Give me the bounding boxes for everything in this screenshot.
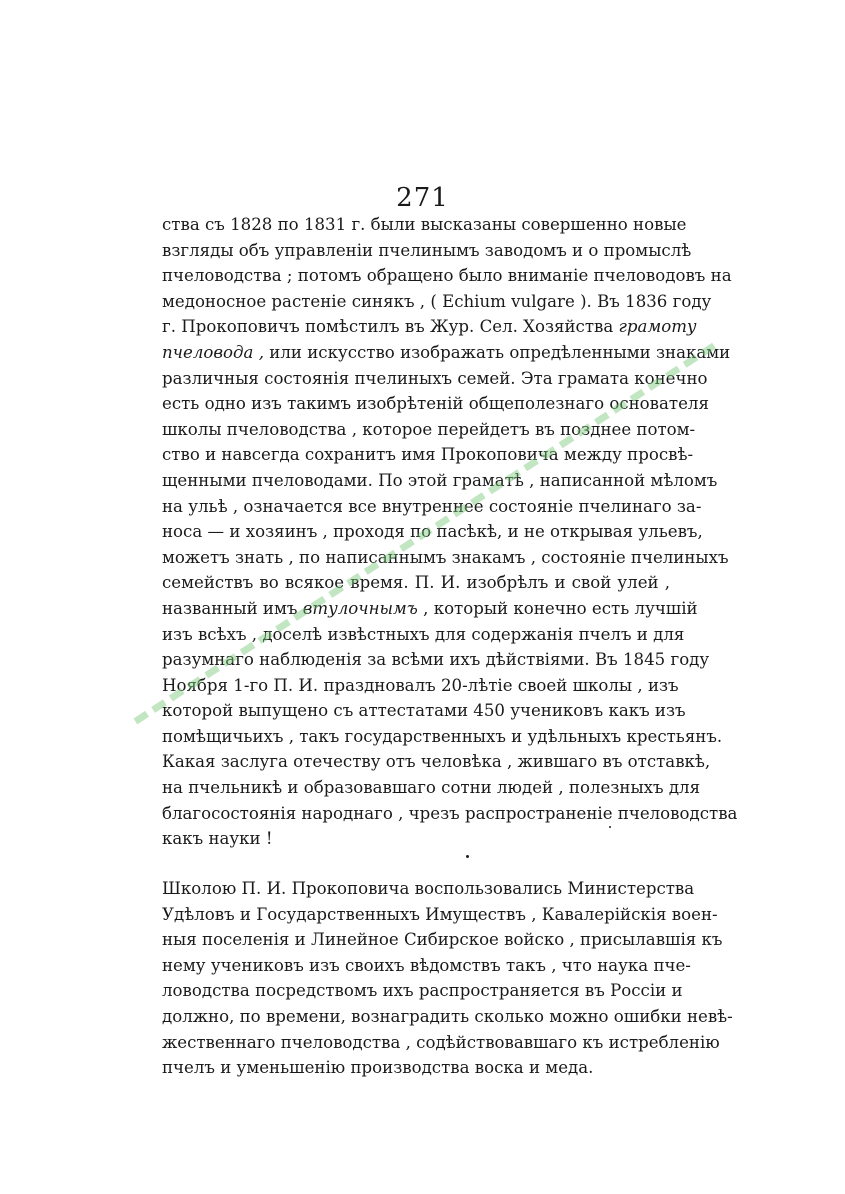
text-line: помѣщичьихъ , такъ государственныхъ и удѣльныхъ крестьянъ. [162, 726, 723, 746]
text-line: Школою П. И. Прокоповича воспользовались Министерства [162, 879, 695, 898]
text-line: Ноября 1-го П. И. праздновалъ 20-лѣтіе своей школы , изъ [162, 675, 679, 695]
text-line: Какая заслуга отечеству отъ человѣка , жившаго въ отставкѣ, [162, 752, 711, 772]
text-line: должно, по времени, вознаградить сколько можно ошибки невѣ- [162, 1006, 733, 1026]
text-line: изъ всѣхъ , доселѣ извѣстныхъ для содержанія пчелъ и для [162, 624, 685, 644]
text-line: нему учениковъ изъ своихъ вѣдомствъ такъ , что наука пче- [162, 955, 691, 975]
text-line: разумнаго наблюденія за всѣми ихъ дѣйствіями. Въ 1845 году [162, 650, 710, 670]
text-line: на пчельникѣ и образовавшаго сотни людей , полезныхъ для [162, 778, 701, 798]
ink-speck [609, 826, 611, 828]
paragraph-2 [162, 876, 733, 1081]
text-line: щенными пчеловодами. По этой граматѣ , написанной мѣломъ [162, 470, 718, 490]
text-line: которой выпущено съ аттестатами 450 учениковъ какъ изъ [162, 701, 686, 721]
text-line: медоносное растеніе синякъ , ( Echium vulgare ). Въ 1836 году [162, 291, 712, 311]
text-line: ства съ 1828 по 1831 г. были высказаны совершенно новые [162, 215, 687, 234]
text-line: благосостоянія народнаго , чрезъ распространеніе пчеловодства [162, 803, 738, 823]
text-line: г. Прокоповичъ помѣстилъ въ Жур. Сел. Хозяйства грамоту [162, 317, 697, 337]
text-line: пчеловодства ; потомъ обращено было вниманіе пчеловодовъ на [162, 266, 732, 286]
text-line: пчеловода , или искусство изображать опредѣленными знаками [162, 342, 731, 362]
text-line: можетъ знать , по написаннымъ знакамъ , состояніе пчелиныхъ [162, 547, 729, 567]
ink-speck [466, 855, 469, 858]
text-line: ловодства посредствомъ ихъ распространяется въ Россіи и [162, 981, 683, 1001]
text-line: жественнаго пчеловодства , содѣйствовавшаго къ истребленію [162, 1032, 720, 1052]
text-line: названный имъ втулочнымъ , который конечно есть лучшій [162, 598, 698, 618]
text-line: взгляды объ управленіи пчелинымъ заводомъ и о промыслѣ [162, 240, 692, 260]
text-line: какъ науки ! [162, 829, 273, 849]
text-line: семействъ во всякое время. П. И. изобрѣлъ и свой улей , [162, 573, 670, 593]
text-line: Удѣловъ и Государственныхъ Имуществъ , Кавалерійскія воен- [162, 904, 718, 924]
text-line: школы пчеловодства , которое перейдетъ въ позднее потом- [162, 419, 696, 439]
text-line: различныя состоянія пчелиныхъ семей. Эта грамата конечно [162, 368, 708, 388]
text-line: на ульѣ , означается все внутреннее состояніе пчелинаго за- [162, 496, 702, 516]
text-line: ныя поселенія и Линейное Сибирское войско , присылавшія къ [162, 930, 723, 950]
text-line: есть одно изъ такимъ изобрѣтеній общеполезнаго основателя [162, 394, 709, 414]
paragraph-1 [162, 212, 738, 852]
text-line: пчелъ и уменьшенію производства воска и меда. [162, 1058, 594, 1078]
text-line: ство и навсегда сохранитъ имя Прокоповича между просвѣ- [162, 445, 694, 465]
text-line: носа — и хозяинъ , проходя по пасѣкѣ, и не открывая ульевъ, [162, 522, 703, 542]
page-number: 271 [396, 183, 449, 213]
